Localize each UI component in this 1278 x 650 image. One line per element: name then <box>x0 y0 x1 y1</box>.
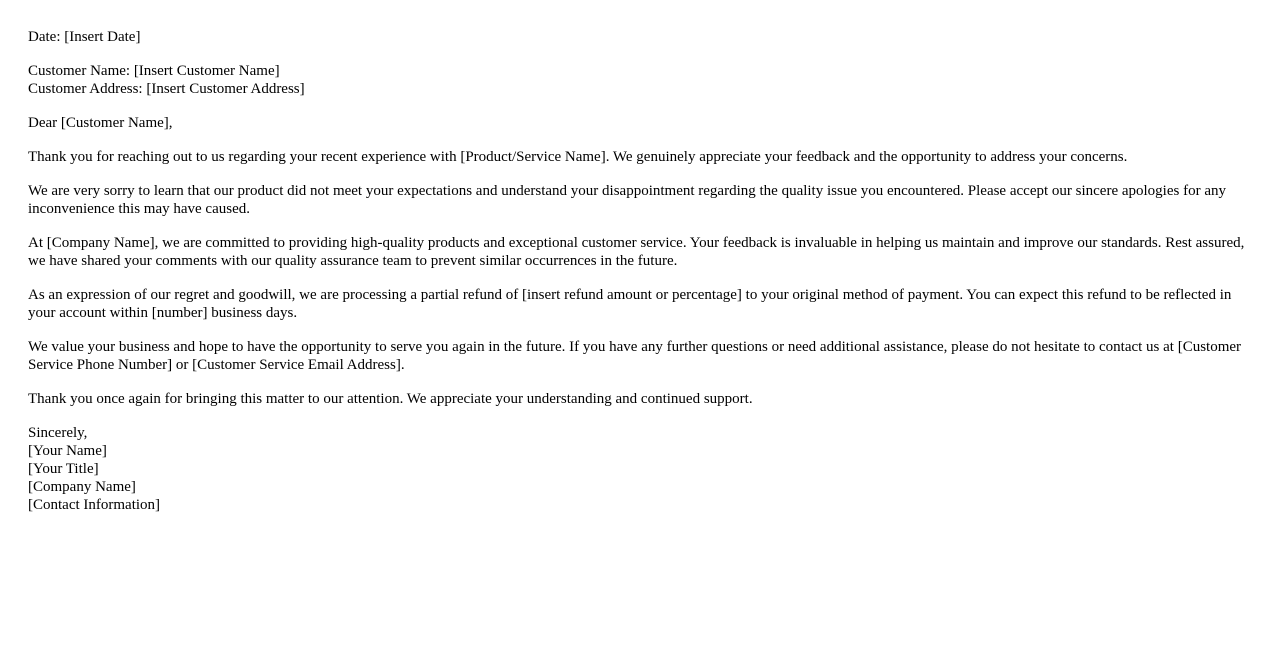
signature-name: [Your Name] <box>28 443 107 459</box>
paragraph-refund: As an expression of our regret and goodwill, we are processing a partial refund of [insert refund amount or percentage] to your original method of payment. You can expect this refund to be reflected in your account within [number] business days. <box>28 287 1232 321</box>
signature-company: [Company Name] <box>28 479 136 495</box>
customer-address-line: Customer Address: [Insert Customer Address] <box>28 81 305 97</box>
signature-title: [Your Title] <box>28 461 99 477</box>
paragraph-thanks: Thank you for reaching out to us regarding your recent experience with [Product/Service Name]. We genuinely appreciate your feedback and the opportunity to address your concerns. <box>28 149 1128 165</box>
letter-body <box>28 28 1250 530</box>
paragraph-closing-thanks: Thank you once again for bringing this matter to our attention. We appreciate your understanding and continued support. <box>28 391 753 407</box>
customer-block <box>28 62 1250 98</box>
paragraph-commitment: At [Company Name], we are committed to providing high-quality products and exceptional customer service. Your feedback is invaluable in helping us maintain and improve our standards. Rest assured, we have shared your comments with our quality assurance team to prevent similar occurrences in the future. <box>28 235 1245 269</box>
customer-name-line: Customer Name: [Insert Customer Name] <box>28 63 280 79</box>
paragraph-contact: We value your business and hope to have the opportunity to serve you again in the future. If you have any further questions or need additional assistance, please do not hesitate to contact us at [Customer Service Phone Number] or [Customer Service Email Address]. <box>28 339 1242 373</box>
signature-contact: [Contact Information] <box>28 497 161 513</box>
paragraph-apology: We are very sorry to learn that our product did not meet your expectations and understand your disappointment regarding the quality issue you encountered. Please accept our sincere apologies for any inconvenience this may have caused. <box>28 183 1226 217</box>
date-line: Date: [Insert Date] <box>28 29 141 45</box>
signature-block <box>28 424 1250 514</box>
salutation: Dear [Customer Name], <box>28 115 173 131</box>
closing: Sincerely, <box>28 425 88 441</box>
